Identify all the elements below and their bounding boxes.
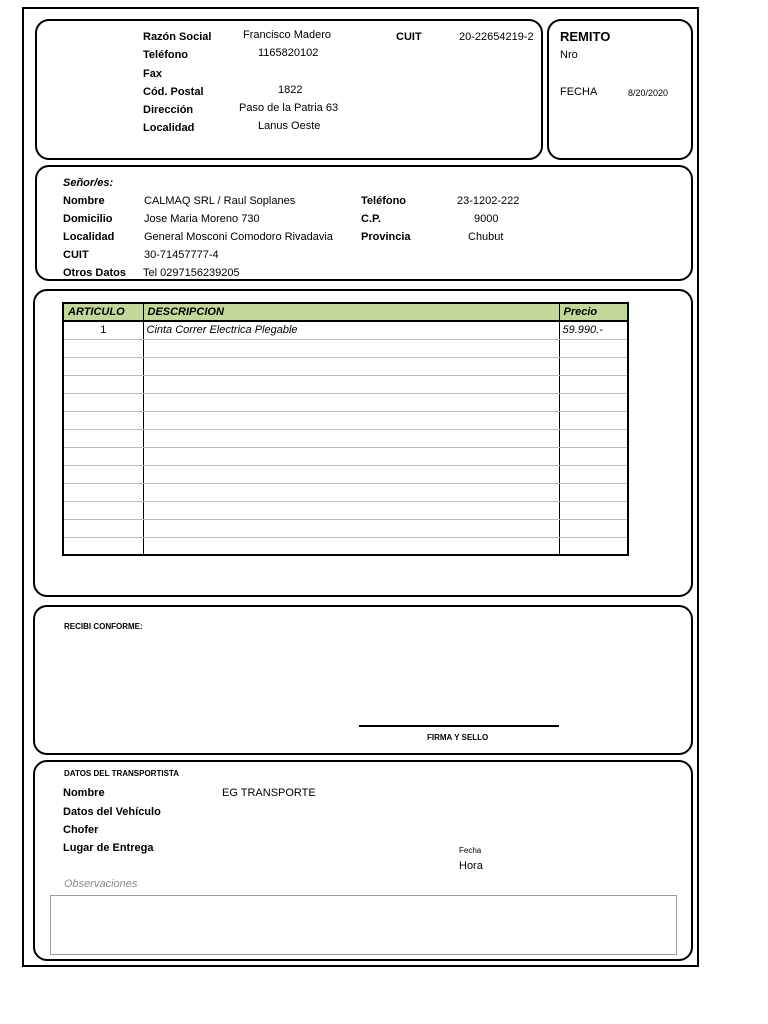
table-row xyxy=(63,465,628,483)
precio-cell xyxy=(559,339,628,357)
precio-cell xyxy=(559,429,628,447)
client-otros-label: Otros Datos xyxy=(63,267,126,279)
client-otros-value: Tel 0297156239205 xyxy=(143,267,240,279)
transport-chofer-label: Chofer xyxy=(63,824,99,836)
articulo-cell xyxy=(63,447,143,465)
razon-social-label: Razón Social xyxy=(143,31,212,43)
articulo-cell xyxy=(63,537,143,555)
client-nombre-value: CALMAQ SRL / Raul Soplanes xyxy=(144,195,296,207)
descripcion-cell xyxy=(143,501,559,519)
descripcion-cell xyxy=(143,519,559,537)
localidad-label: Localidad xyxy=(143,122,195,134)
precio-cell xyxy=(559,447,628,465)
client-provincia-value: Chubut xyxy=(468,231,504,243)
articulo-cell: 1 xyxy=(63,321,143,339)
cod-postal-value: 1822 xyxy=(278,84,303,96)
descripcion-cell xyxy=(143,411,559,429)
observaciones-field[interactable] xyxy=(50,895,677,955)
client-cuit-value: 30-71457777-4 xyxy=(144,249,219,261)
sender-cuit-label: CUIT xyxy=(396,31,422,43)
items-header-row xyxy=(63,303,628,321)
client-provincia-label: Provincia xyxy=(361,231,411,243)
telefono-value: 1165820102 xyxy=(258,47,319,59)
transport-nombre-value: EG TRANSPORTE xyxy=(222,787,316,799)
articulo-cell xyxy=(63,393,143,411)
table-row xyxy=(63,339,628,357)
descripcion-cell xyxy=(143,465,559,483)
precio-cell: 59.990.- xyxy=(559,321,628,339)
observaciones-label: Observaciones xyxy=(64,878,138,890)
header-articulo: ARTICULO xyxy=(63,303,143,321)
precio-cell xyxy=(559,537,628,555)
firma-sello-label: FIRMA Y SELLO xyxy=(427,733,489,742)
transport-nombre-label: Nombre xyxy=(63,787,105,799)
direccion-value: Paso de la Patria 63 xyxy=(239,102,339,114)
table-row xyxy=(63,537,628,555)
table-row xyxy=(63,501,628,519)
descripcion-cell xyxy=(143,393,559,411)
client-domicilio-label: Domicilio xyxy=(63,213,113,225)
descripcion-cell xyxy=(143,339,559,357)
signature-line xyxy=(359,725,559,727)
remito-title: REMITO xyxy=(560,29,611,44)
descripcion-cell xyxy=(143,357,559,375)
remito-fecha-value: 8/20/2020 xyxy=(628,88,669,98)
transport-lugar-label: Lugar de Entrega xyxy=(63,842,154,854)
articulo-cell xyxy=(63,339,143,357)
header-descripcion: DESCRIPCION xyxy=(143,303,559,321)
descripcion-cell xyxy=(143,429,559,447)
client-cp-label: C.P. xyxy=(361,213,381,225)
client-domicilio-value: Jose Maria Moreno 730 xyxy=(144,213,260,225)
precio-cell xyxy=(559,411,628,429)
client-heading: Señor/es: xyxy=(63,177,114,189)
precio-cell xyxy=(559,357,628,375)
articulo-cell xyxy=(63,483,143,501)
descripcion-cell: Cinta Correr Electrica Plegable xyxy=(143,321,559,339)
table-row xyxy=(63,429,628,447)
articulo-cell xyxy=(63,501,143,519)
razon-social-value: Francisco Madero xyxy=(243,29,332,41)
client-telefono-value: 23-1202-222 xyxy=(457,195,520,207)
direccion-label: Dirección xyxy=(143,104,194,116)
precio-cell xyxy=(559,519,628,537)
table-row xyxy=(63,519,628,537)
localidad-value: Lanus Oeste xyxy=(258,120,321,132)
precio-cell xyxy=(559,465,628,483)
descripcion-cell xyxy=(143,447,559,465)
table-row xyxy=(63,483,628,501)
table-row xyxy=(63,321,628,339)
precio-cell xyxy=(559,501,628,519)
table-row xyxy=(63,411,628,429)
articulo-cell xyxy=(63,375,143,393)
transport-heading: DATOS DEL TRANSPORTISTA xyxy=(64,769,179,778)
articulo-cell xyxy=(63,519,143,537)
sender-cuit-value: 20-22654219-2 xyxy=(459,31,534,43)
table-row xyxy=(63,447,628,465)
cod-postal-label: Cód. Postal xyxy=(143,86,204,98)
client-localidad-value: General Mosconi Comodoro Rivadavia xyxy=(144,231,333,243)
telefono-label: Teléfono xyxy=(143,49,189,61)
precio-cell xyxy=(559,483,628,501)
transport-fecha-label: Fecha xyxy=(459,846,482,855)
articulo-cell xyxy=(63,411,143,429)
fax-label: Fax xyxy=(143,68,162,80)
precio-cell xyxy=(559,375,628,393)
articulo-cell xyxy=(63,357,143,375)
remito-nro-label: Nro xyxy=(560,49,578,61)
descripcion-cell xyxy=(143,375,559,393)
transport-hora-label: Hora xyxy=(459,860,483,872)
header-precio: Precio xyxy=(559,303,628,321)
articulo-cell xyxy=(63,429,143,447)
client-localidad-label: Localidad xyxy=(63,231,115,243)
descripcion-cell xyxy=(143,537,559,555)
transport-vehiculo-label: Datos del Vehículo xyxy=(63,806,161,818)
client-nombre-label: Nombre xyxy=(63,195,105,207)
client-cp-value: 9000 xyxy=(474,213,499,225)
table-row xyxy=(63,357,628,375)
client-telefono-label: Teléfono xyxy=(361,195,407,207)
items-table xyxy=(62,302,629,556)
table-row xyxy=(63,375,628,393)
remito-fecha-label: FECHA xyxy=(560,86,598,98)
client-cuit-label: CUIT xyxy=(63,249,89,261)
table-row xyxy=(63,393,628,411)
recibi-conforme-label: RECIBI CONFORME: xyxy=(64,622,143,631)
descripcion-cell xyxy=(143,483,559,501)
articulo-cell xyxy=(63,465,143,483)
precio-cell xyxy=(559,393,628,411)
